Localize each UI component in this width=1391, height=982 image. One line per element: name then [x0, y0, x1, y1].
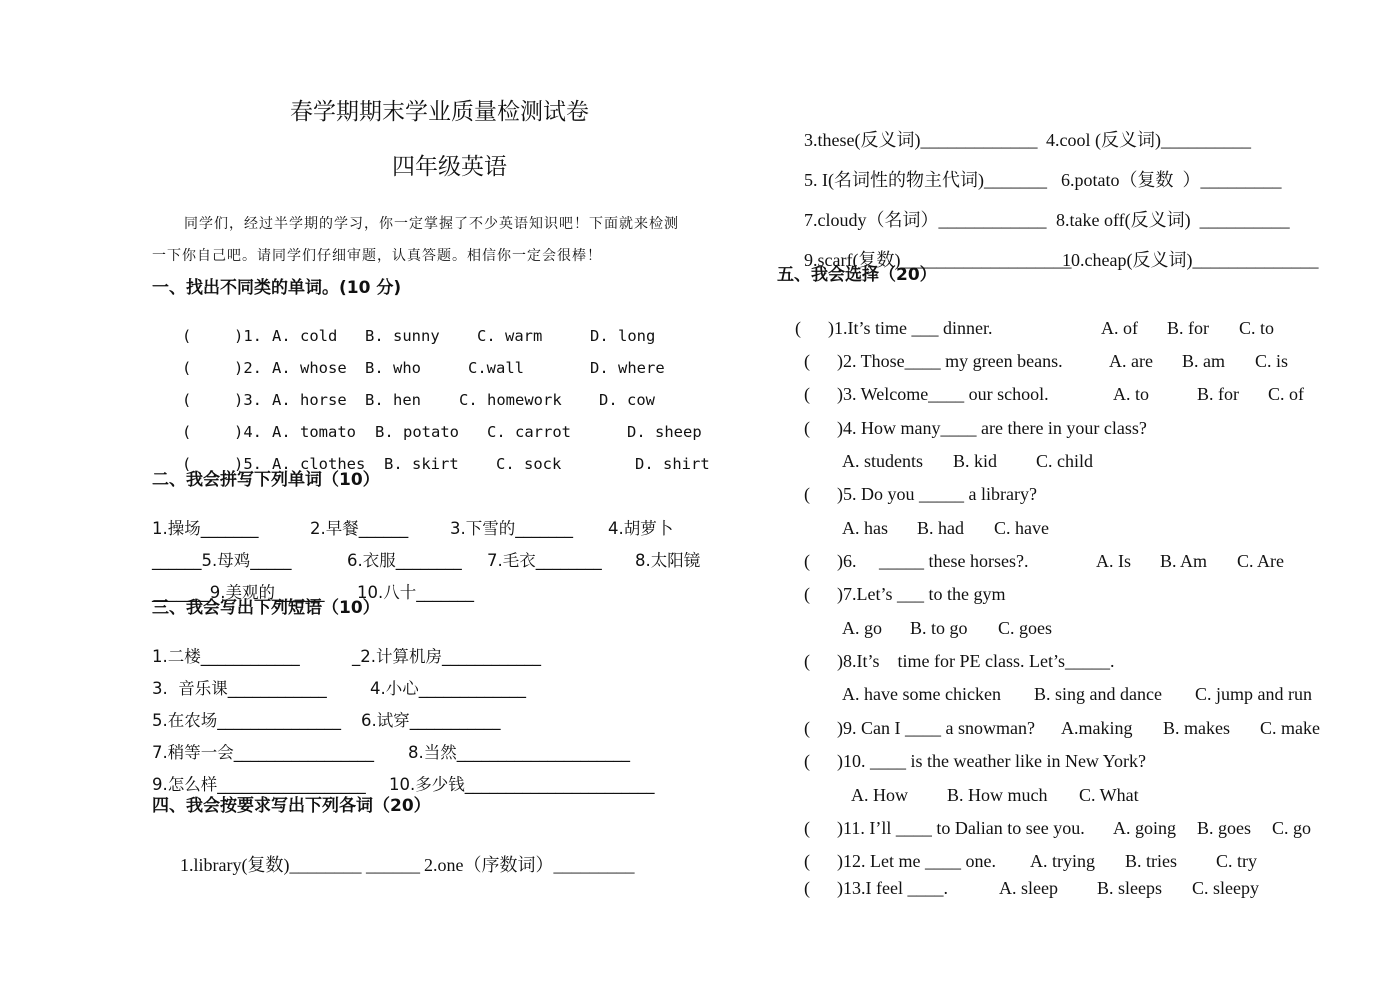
question-row: ( )2. Those____ my green beans. A. are B. am C. is [804, 351, 1289, 371]
options-row: A. How B. How much C. What [851, 785, 1139, 805]
question-row: ( )5. Do you _____ a library? [804, 484, 1037, 504]
question-row: ( )11. I’ll ____ to Dalian to see you. A. going B. goes C. go [804, 818, 1312, 838]
question-row: ( )4. How many____ are there in your class? [804, 418, 1147, 438]
list-item: 9.怎么样__________________ 10.多少钱_______________________ [152, 774, 655, 794]
intro-line-2: 一下你自己吧。请同学们仔细审题，认真答题。相信你一定会很棒！ [152, 248, 602, 264]
list-item: 1.操场_______ 2.早餐______ 3.下雪的_______ 4.胡萝卜 [152, 518, 674, 538]
question-row: ( )12. Let me ____ one. A. trying B. tries C. try [804, 851, 1258, 871]
section5-heading: 五、我会选择（20） [777, 265, 937, 285]
options-row: A. go B. to go C. goes [842, 618, 1052, 638]
question-row: ( )6. _____ these horses?. A. Is B. Am C. Are [804, 551, 1284, 571]
list-item: 7.cloudy（名词）____________ 8.take off(反义词) __________ [804, 210, 1290, 230]
question-row: ( )7.Let’s ___ to the gym [804, 584, 1006, 604]
section2-heading: 二、我会拼写下列单词（10） [152, 470, 380, 490]
intro-line-1: 同学们，经过半学期的学习，你一定掌握了不少英语知识吧！下面就来检测 [184, 216, 679, 232]
question-row: ( )3. Welcome____ our school. A. to B. for C. of [804, 384, 1304, 404]
section4-heading: 四、我会按要求写出下列各词（20） [152, 796, 431, 816]
question-row: ( )8.It’s time for PE class. Let’s_____. [804, 651, 1115, 671]
exam-title: 春学期期末学业质量检测试卷 [290, 99, 589, 125]
question-row: ( )9. Can I ____ a snowman? A.making B. makes C. make [804, 718, 1320, 738]
list-item: 5. I(名词性的物主代词)_______ 6.potato（复数 ）_________ [804, 170, 1282, 190]
list-item: 5.在农场_______________ 6.试穿___________ [152, 710, 501, 730]
list-item: 3.these(反义词)_____________ 4.cool (反义词)__________ [804, 130, 1251, 150]
list-item: ______5.母鸡_____ 6.衣服________ 7.毛衣________ 8.太阳镜 [152, 550, 701, 570]
list-item: 9.scarf(复数)___________________ 10.cheap(反义词)______________ [804, 250, 1319, 270]
list-item: 1.二楼____________ _2.计算机房____________ [152, 646, 541, 666]
options-row: A. have some chicken B. sing and dance C. jump and run [842, 684, 1312, 704]
options-row: A. students B. kid C. child [842, 451, 1093, 471]
list-item: _______9.美观的______ 10.八十_______ [152, 582, 474, 602]
options-row: A. has B. had C. have [842, 518, 1049, 538]
list-item: 1.library(复数)________ ______ 2.one（序数词）_________ [180, 855, 635, 875]
list-item: 7.稍等一会_________________ 8.当然_____________________ [152, 742, 630, 762]
exam-subtitle: 四年级英语 [392, 154, 507, 180]
list-item: ( )5. A. clothes B. skirt C. sock D. shirt [182, 454, 710, 473]
list-item: ( )1. A. cold B. sunny C. warm D. long [182, 326, 656, 345]
list-item: ( )4. A. tomato B. potato C. carrot D. sheep [182, 422, 702, 441]
question-row: ( )13.I feel ____. A. sleep B. sleeps C. sleepy [804, 878, 1259, 898]
list-item: ( )2. A. whose B. who C.wall D. where [182, 358, 665, 377]
question-row: ( )10. ____ is the weather like in New York? [804, 751, 1146, 771]
list-item: 3. 音乐课____________ 4.小心_____________ [152, 678, 526, 698]
question-row: ( )1.It’s time ___ dinner. A. of B. for C. to [795, 318, 1275, 338]
section1-heading: 一、找出不同类的单词。(10 分) [152, 278, 402, 298]
section3-heading: 三、我会写出下列短语（10） [152, 598, 380, 618]
list-item: ( )3. A. horse B. hen C. homework D. cow [182, 390, 655, 409]
